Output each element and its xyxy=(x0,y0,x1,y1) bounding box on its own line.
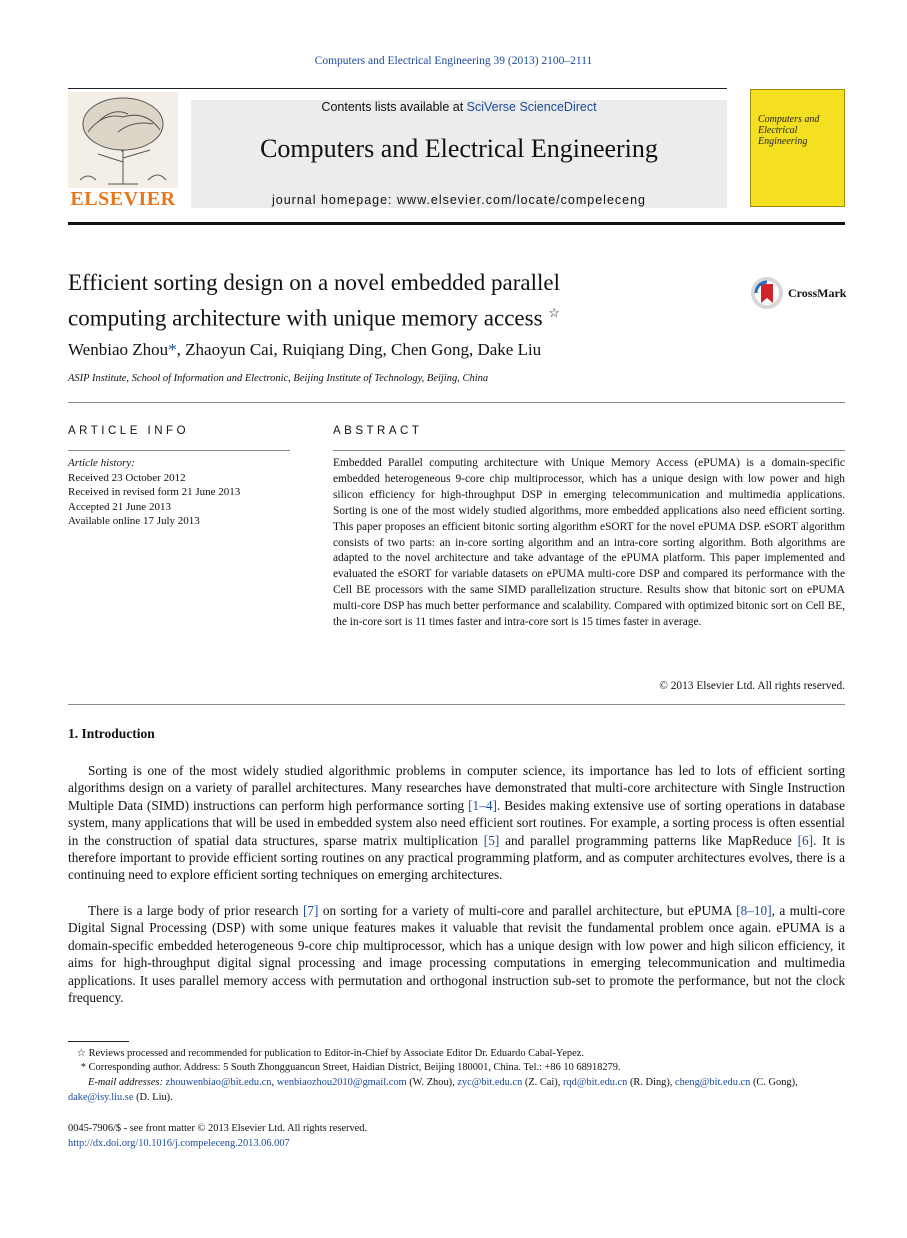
corresponding-author-mark[interactable]: * xyxy=(168,340,177,359)
history-online: Available online 17 July 2013 xyxy=(68,515,200,527)
title-footnote-mark[interactable]: ☆ xyxy=(548,305,560,320)
author-separator: , xyxy=(382,340,392,359)
footnote-corr-mark: * xyxy=(80,1062,86,1073)
front-matter-info xyxy=(68,1122,367,1151)
reference-link[interactable]: [5] xyxy=(483,832,500,848)
paragraph-text: , a multi-core Digital Signal Processing (DSP) with some unique features makes it valuable that revisit the fundamental problem once again. ePUMA is a domain-specific embedded heterogeneous 9-core chip multiprocessor, which has a unique design with low power and high silicon efficiency, it aims for high-throughput digital signal processing and image processing computations in emerging telecommunication and multimedia applications. It uses parallel memory access with permutation and orthogonal instruction sub-set to promote the performance, but not the clock frequency. xyxy=(68,903,845,1006)
introduction-heading: 1. Introduction xyxy=(68,726,155,741)
abstract-body: Embedded Parallel computing architecture with Unique Memory Access (ePUMA) is a domain-specific embedded heterogeneous 9-core chip multiprocessor, which has a unique design with low power and high silicon efficiency for high-throughput DSP in emerging telecommunication and multimedia applications. Sorting is one of the most widely studied algorithms, more embedded applications also need efficient sorting. This paper proposes an efficient bitonic sorting algorithm eSORT for the novel ePUMA DSP. eSORT algorithm consists of two parts: an in-core sorting algorithm and an intra-core sorting algorithm. Both algorithms are adapted to the novel architecture and take advantage of the ePUMA platform. This paper implemented and evaluated the eSORT for variable datasets on ePUMA multi-core DSP and compared its performance with the Cell BE processors with the same SIMD parallelization structure. Results show that bitonic sort on ePUMA multi-core DSP has much better performance and scalability. Compared with optimized bitonic sort on Cell BE, the in-core sort is 11 times faster and intra-core sort is 15 times faster in average. xyxy=(333,457,845,629)
abstract-heading: ABSTRACT xyxy=(333,425,423,437)
article-title xyxy=(68,268,708,334)
issn-line: 0045-7906/$ - see front matter © 2013 Elsevier Ltd. All rights reserved. xyxy=(68,1123,368,1134)
journal-homepage xyxy=(191,193,727,207)
contents-availability xyxy=(191,100,727,114)
history-revised: Received in revised form 21 June 2013 xyxy=(68,486,241,498)
email-owner: (R. Ding), xyxy=(627,1077,675,1088)
author-list xyxy=(68,340,541,360)
footnote-star-mark: ☆ xyxy=(76,1048,86,1059)
author-separator: , xyxy=(468,340,478,359)
footnote-corresponding xyxy=(68,1061,845,1076)
homepage-url[interactable]: www.elsevier.com/locate/compeleceng xyxy=(397,193,647,207)
author-name: Chen Gong xyxy=(391,340,469,359)
email-owner: , xyxy=(271,1077,277,1088)
abstract-bottom-rule xyxy=(68,704,845,705)
article-info-rule xyxy=(68,450,290,451)
email-link[interactable]: zhouwenbiao@bit.edu.cn xyxy=(165,1077,272,1088)
email-link[interactable]: cheng@bit.edu.cn xyxy=(675,1077,751,1088)
journal-name: Computers and Electrical Engineering xyxy=(260,134,658,163)
email-owner: (D. Liu). xyxy=(133,1091,173,1103)
paragraph-text: There is a large body of prior research xyxy=(88,903,303,918)
affiliation: ASIP Institute, School of Information and Electronic, Beijing Institute of Technology, Beijing, China xyxy=(68,373,489,384)
cover-title: Computers and Electrical Engineering xyxy=(758,114,820,147)
reference-link[interactable]: [8–10] xyxy=(736,903,772,918)
footnote-corr-text: Corresponding author. Address: 5 South Zhongguancun Street, Haidian District, Beijing 180001, China. Tel.: +86 10 68918279. xyxy=(88,1062,621,1073)
contents-prefix: Contents lists available at xyxy=(321,100,467,114)
paragraph-text: Sorting is one of the most widely studied algorithmic problems in computer science, its importance has led to lots of efficient sorting algorithms design on a variety of parallel architectures. Many researches have demonstrated that multi-core architecture with Single Instruction Multiple Data (SIMD) instructions can perform high performance sorting xyxy=(68,763,845,813)
history-accepted: Accepted 21 June 2013 xyxy=(68,500,171,513)
intro-paragraph-2 xyxy=(68,902,845,1006)
header-bottom-rule xyxy=(68,222,845,225)
journal-cover-thumbnail xyxy=(750,89,845,207)
email-link[interactable]: rqd@bit.edu.cn xyxy=(562,1077,628,1088)
homepage-label: journal homepage: xyxy=(271,193,398,207)
author-name: Dake Liu xyxy=(477,340,542,359)
affiliation-rule xyxy=(68,402,845,403)
email-owner: (C. Gong), xyxy=(750,1077,798,1088)
reference-link[interactable]: [7] xyxy=(302,903,319,918)
paragraph-text: . It is therefore important to provide efficient sorting routines on any practical programming platform, and as computer architectures evolves, there is a continuing need to explore efficient sorting techniques on emerging architectures. xyxy=(68,832,845,883)
author-name: Wenbiao Zhou xyxy=(68,340,169,359)
email-owner: (Z. Cai), xyxy=(522,1077,563,1088)
history-label: Article history: xyxy=(68,457,135,469)
doi-link[interactable]: http://dx.doi.org/10.1016/j.compeleceng.2013.06.007 xyxy=(68,1137,290,1149)
journal-citation[interactable]: Computers and Electrical Engineering 39 (2013) 2100–2111 xyxy=(314,55,593,67)
paragraph-text: on sorting for a variety of multi-core and parallel architecture, but ePUMA xyxy=(318,903,737,918)
header-top-rule xyxy=(68,88,727,89)
crossmark-label: CrossMark xyxy=(788,286,847,300)
email-owner: (W. Zhou), xyxy=(406,1077,458,1088)
email-link[interactable]: zyc@bit.edu.cn xyxy=(457,1077,523,1088)
email-link[interactable]: wenbiaozhou2010@gmail.com xyxy=(276,1077,407,1088)
email-link[interactable]: dake@isy.liu.se xyxy=(68,1091,134,1103)
author-name: Zhaoyun Cai xyxy=(185,340,274,359)
crossmark-icon xyxy=(750,276,784,310)
crossmark-badge[interactable] xyxy=(750,276,846,310)
history-received: Received 23 October 2012 xyxy=(68,471,186,484)
sciencedirect-link[interactable]: SciVerse ScienceDirect xyxy=(466,100,597,114)
abstract-copyright: © 2013 Elsevier Ltd. All rights reserved. xyxy=(659,680,845,692)
intro-paragraph-1 xyxy=(68,762,845,884)
footnote-rule xyxy=(68,1041,129,1042)
title-line-2: computing architecture with unique memory access xyxy=(68,305,543,331)
paragraph-text: and parallel programming patterns like MapReduce xyxy=(499,832,798,848)
footnote-emails xyxy=(68,1076,845,1105)
paragraph-text: . Besides making extensive use of sorting operations in database system, many applications that will be used in embedded system also need efficient sort routines. For example, a sorting process is often essential in the construction of spatial data structures, sparse matrix multiplication xyxy=(68,797,845,848)
abstract-rule xyxy=(333,450,845,451)
article-info-heading: ARTICLE INFO xyxy=(68,425,190,437)
reference-link[interactable]: [1–4] xyxy=(468,797,497,813)
email-label: E-mail addresses: xyxy=(88,1077,166,1088)
article-history xyxy=(68,456,240,529)
author-separator: , xyxy=(176,340,186,359)
author-name: Ruiqiang Ding xyxy=(281,340,383,359)
reference-link[interactable]: [6] xyxy=(797,832,814,848)
title-line-1: Efficient sorting design on a novel embedded parallel xyxy=(68,270,561,295)
author-separator: , xyxy=(273,340,282,359)
footnote-star-text: Reviews processed and recommended for publication to Editor-in-Chief by Associate Editor Dr. Eduardo Cabal-Yepez. xyxy=(88,1048,584,1059)
footnote-review xyxy=(68,1047,845,1062)
elsevier-wordmark: ELSEVIER xyxy=(70,188,176,210)
